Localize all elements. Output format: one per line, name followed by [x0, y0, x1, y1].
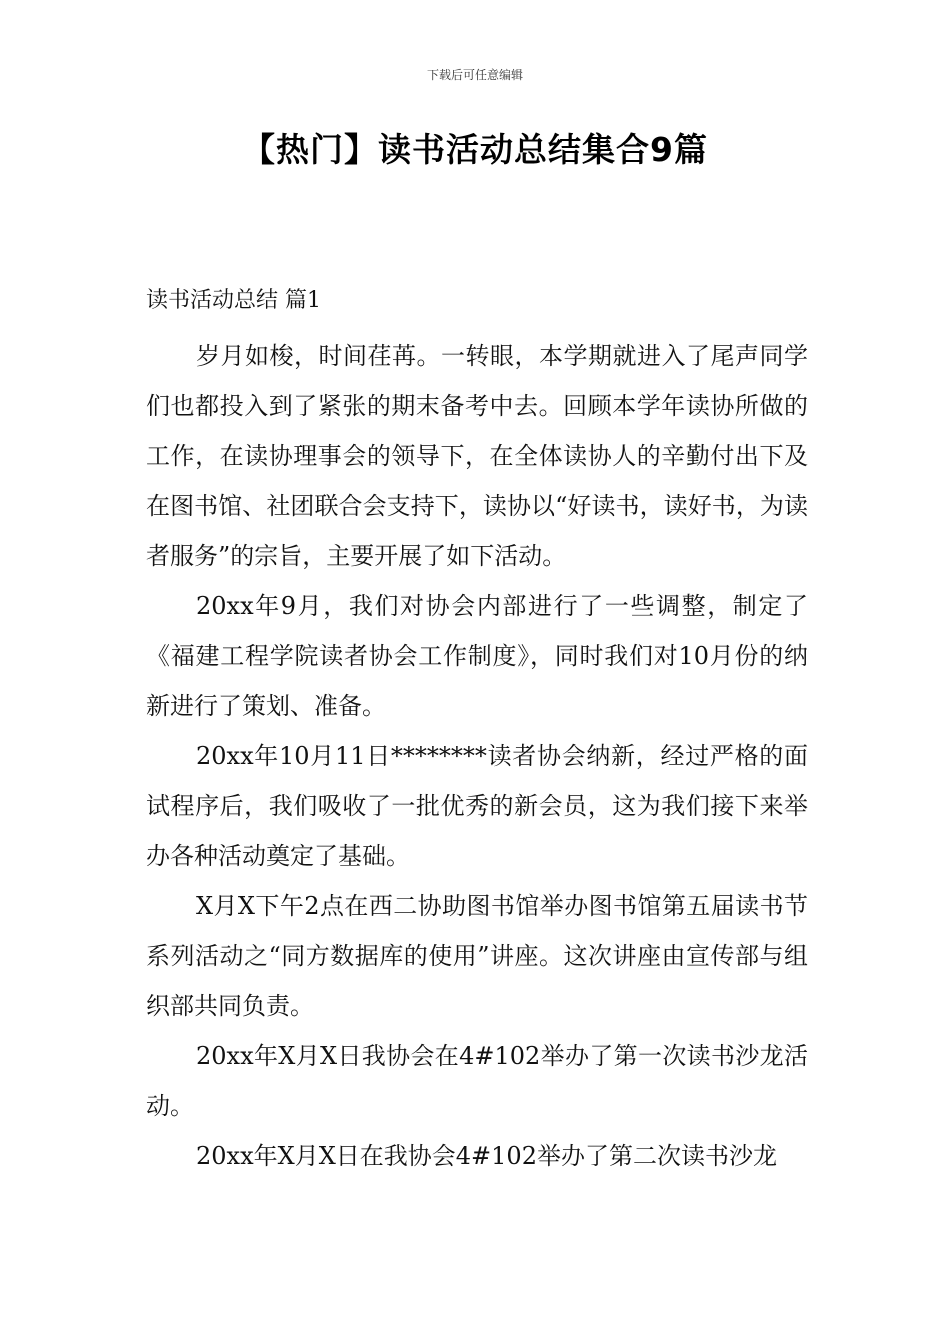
paragraph-6: 20xx年X月X日在我协会4#102举办了第二次读书沙龙 [196, 1142, 777, 1170]
paragraph-1: 岁月如梭，时间荏苒。一转眼，本学期就进入了尾声同学们也都投入到了紧张的期末备考中去。回顾本学年读协所做的工作，在读协理事会的领导下，在全体读协人的辛勤付出下及在图书馆、社团联合会支持下，读协以“好读书，读好书，为读者服务”的宗旨，主要开展了如下活动。 [146, 342, 808, 570]
paragraph-5: 20xx年X月X日我协会在4#102举办了第一次读书沙龙活动。 [146, 1042, 808, 1120]
paragraph-4: X月X下午2点在西二协助图书馆举办图书馆第五届读书节系列活动之“同方数据库的使用”讲座。这次讲座由宣传部与组织部共同负责。 [146, 892, 808, 1020]
paragraph-3: 20xx年10月11日********读者协会纳新，经过严格的面试程序后，我们吸收了一批优秀的新会员，这为我们接下来举办各种活动奠定了基础。 [146, 742, 808, 870]
header-note: 下载后可任意编辑 [426, 68, 523, 82]
document-title: 【热门】读书活动总结集合9篇 [242, 130, 708, 169]
section-heading: 读书活动总结 篇1 [146, 288, 321, 313]
paragraph-2: 20xx年9月，我们对协会内部进行了一些调整，制定了《福建工程学院读者协会工作制度》，同时我们对10月份的纳新进行了策划、准备。 [146, 592, 808, 720]
document-body [146, 281, 808, 1181]
